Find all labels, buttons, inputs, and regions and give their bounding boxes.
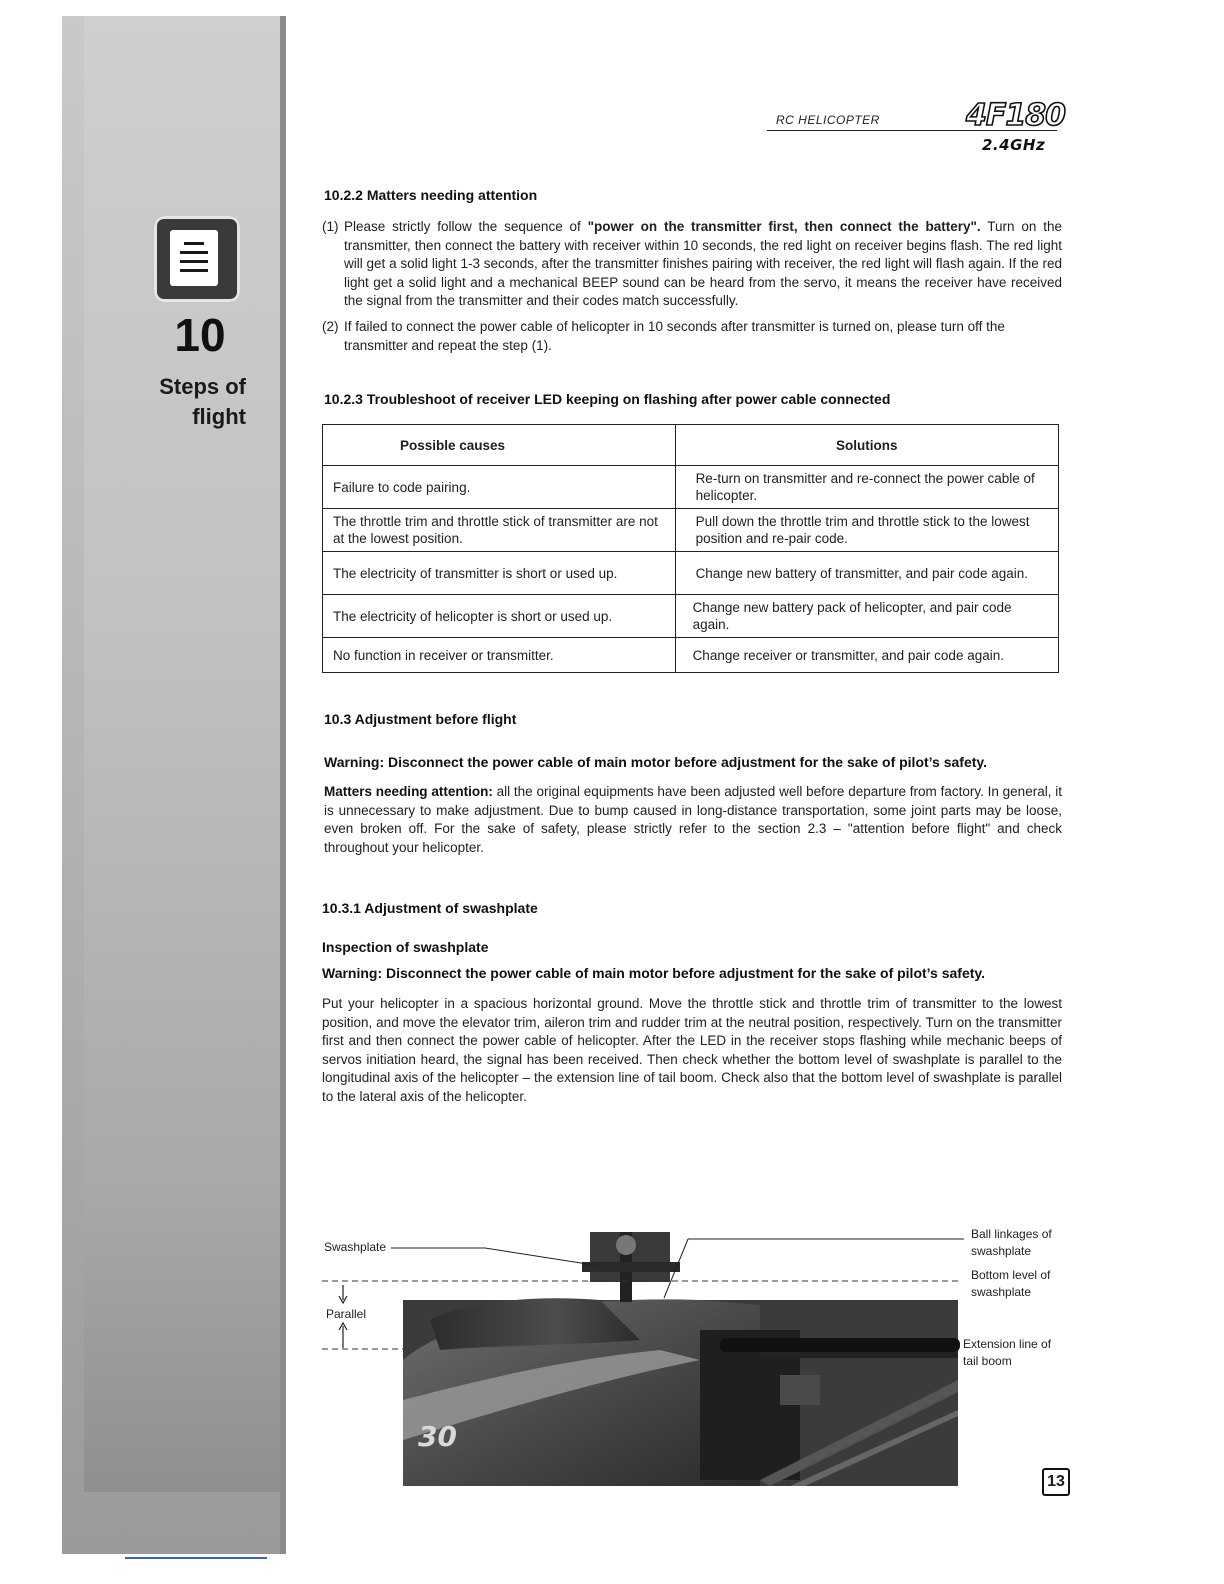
brand-logo: 4F180	[966, 98, 1065, 133]
label-bottom-level: Bottom level of swashplate	[971, 1268, 1051, 1299]
heading-10-3: 10.3 Adjustment before flight	[324, 711, 517, 727]
item-number: (2)	[322, 319, 339, 334]
item-text: If failed to connect the power cable of helicopter in 10 seconds after transmitter is turned on, please turn off the transmitter and repeat the step (1).	[344, 319, 1005, 353]
column-header: Solutions	[675, 425, 1058, 466]
label-ball-linkages: Ball linkages of swashplate	[971, 1227, 1052, 1258]
photo-decal-text: 30	[418, 1420, 457, 1453]
helicopter-photo	[403, 1232, 960, 1486]
chapter-title-line2: flight	[192, 404, 246, 429]
heading-10-2-3: 10.2.3 Troubleshoot of receiver LED keeping on flashing after power cable connected	[324, 391, 891, 407]
bottom-underline	[125, 1557, 267, 1559]
subheading-inspection: Inspection of swashplate	[322, 939, 489, 955]
header-label: RC HELICOPTER	[776, 113, 880, 127]
label-parallel: Parallel	[326, 1307, 367, 1321]
warning-text: Warning: Disconnect the power cable of main motor before adjustment for the sake of pilot’s safety.	[324, 754, 988, 770]
table-cell: No function in receiver or transmitter.	[323, 638, 676, 673]
inspection-paragraph: Put your helicopter in a spacious horizontal ground. Move the throttle stick and throttle trim of transmitter to the lowest position, and move the elevator trim, aileron trim and rudder trim at the neutral position, respectively. Turn on the transmitter first and then connect the power cable of helicopter. After the LED in the receiver stops flashing while mechanic beeps of servos initiation heard, the signal has been received. Then check whether the bottom level of swashplate is parallel to the longitudinal axis of the helicopter – the extension line of tail boom. Check also that the bottom level of swashplate is parallel to the lateral axis of the helicopter.	[322, 996, 1062, 1104]
label-swashplate: Swashplate	[324, 1240, 387, 1254]
chapter-number: 10	[174, 309, 226, 361]
page-number: 13	[1042, 1468, 1070, 1496]
matters-text: all the original equipments have been adjusted well before departure from factory. In general, it is unnecessary to make adjustment. Due to bump caused in long-distance transportation, some joint parts may be loose, even broken off. For the sake of safety, please strictly refer to the section 2.3 – "attention before flight" and check throughout your helicopter.	[324, 784, 1062, 855]
heading-10-3-1: 10.3.1 Adjustment of swashplate	[322, 900, 538, 916]
item-number: (1)	[322, 219, 339, 234]
table-cell: The electricity of helicopter is short or used up.	[323, 595, 676, 638]
heading-10-2-2: 10.2.2 Matters needing attention	[324, 187, 538, 203]
table-cell: Change new battery of transmitter, and pair code again.	[675, 552, 1058, 595]
chapter-title-line1: Steps of	[159, 374, 246, 399]
warning-text: Warning: Disconnect the power cable of main motor before adjustment for the sake of pilot’s safety.	[322, 965, 986, 981]
table-cell: The electricity of transmitter is short or used up.	[323, 552, 676, 595]
column-header: Possible causes	[323, 425, 676, 466]
table-cell: Change new battery pack of helicopter, and pair code again.	[675, 595, 1058, 638]
table-cell: Change receiver or transmitter, and pair code again.	[675, 638, 1058, 673]
table-cell: Pull down the throttle trim and throttle stick to the lowest position and re-pair code.	[675, 509, 1058, 552]
table-cell: Re-turn on transmitter and re-connect the power cable of helicopter.	[675, 466, 1058, 509]
item-text: Please strictly follow the sequence of "power on the transmitter first, then connect the battery". Turn on the transmitter, then connect the battery with receiver within 10 seconds, the red light on receiver begins flash. The red light will get a solid light 1-3 seconds, after the transmitter finishes pairing with receiver, the red light will flash again. If the red light get a solid light and a mechanical BEEP sound can be heard from the servo, it means the receiver have received the signal from the transmitter and their codes match successfully.	[344, 219, 1062, 309]
table-cell: Failure to code pairing.	[323, 466, 676, 509]
label-extension-line: Extension line of tail boom	[963, 1337, 1052, 1368]
brand-logo-sub: 2.4GHz	[982, 136, 1046, 154]
matters-label: Matters needing attention:	[324, 784, 493, 799]
table-cell: The throttle trim and throttle stick of transmitter are not at the lowest position.	[323, 509, 676, 552]
